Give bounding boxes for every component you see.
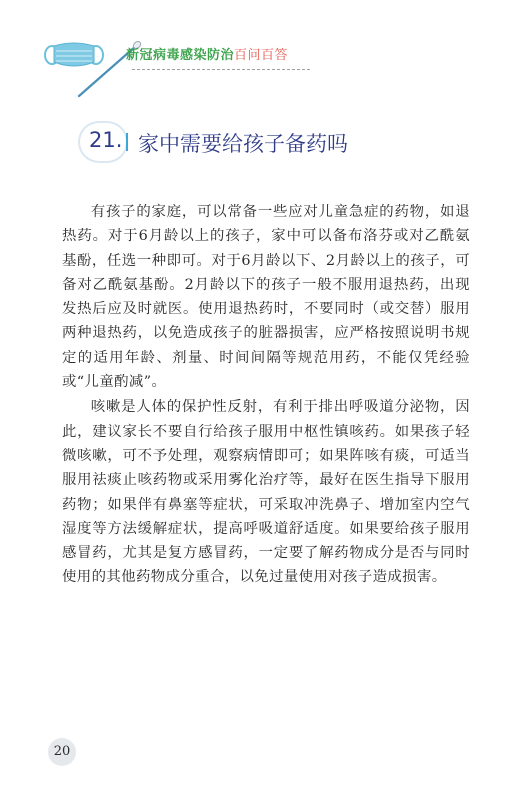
book-title-accent: 百问百答 <box>234 48 289 63</box>
body-text <box>62 200 470 590</box>
chapter-number-badge <box>78 121 128 163</box>
chapter-number-divider <box>126 133 128 151</box>
book-title <box>126 44 288 63</box>
book-title-main: 新冠病毒感染防治 <box>126 48 235 63</box>
page-number: 20 <box>48 738 76 766</box>
running-header <box>44 38 304 98</box>
chapter-number: 21. <box>89 128 123 152</box>
paragraph: 有孩子的家庭，可以常备一些应对儿童急症的药物，如退热药。对于6月龄以上的孩子，家中可以备布洛芬或对乙酰氨基酚，任选一种即可。对于6月龄以下、2月龄以上的孩子，可备对乙酰氨基酚。2月龄以下的孩子一般不服用退热药，出现发热后应及时就医。使用退热药时，不要同时（或交替）服用两种退热药，以免造成孩子的脏器损害，应严格按照说明书规定的适用年龄、剂量、时间间隔等规范用药，不能仅凭经验或“儿童酌减”。 <box>62 204 470 391</box>
paragraph: 咳嗽是人体的保护性反射，有利于排出呼吸道分泌物，因此，建议家长不要自行给孩子服用中枢性镇咳药。如果孩子轻微咳嗽，可不予处理，观察病情即可；如果阵咳有痰，可适当服用祛痰止咳药物或采用雾化治疗等，最好在医生指导下服用药物；如果伴有鼻塞等症状，可采取冲洗鼻子、增加室内空气湿度等方法缓解症状，提高呼吸道舒适度。如果要给孩子服用感冒药，尤其是复方感冒药，一定要了解药物成分是否与同时使用的其他药物成分重合，以免过量使用对孩子造成损害。 <box>62 399 470 586</box>
chapter-title: 家中需要给孩子备药吗 <box>138 132 348 156</box>
header-divider <box>132 69 310 70</box>
